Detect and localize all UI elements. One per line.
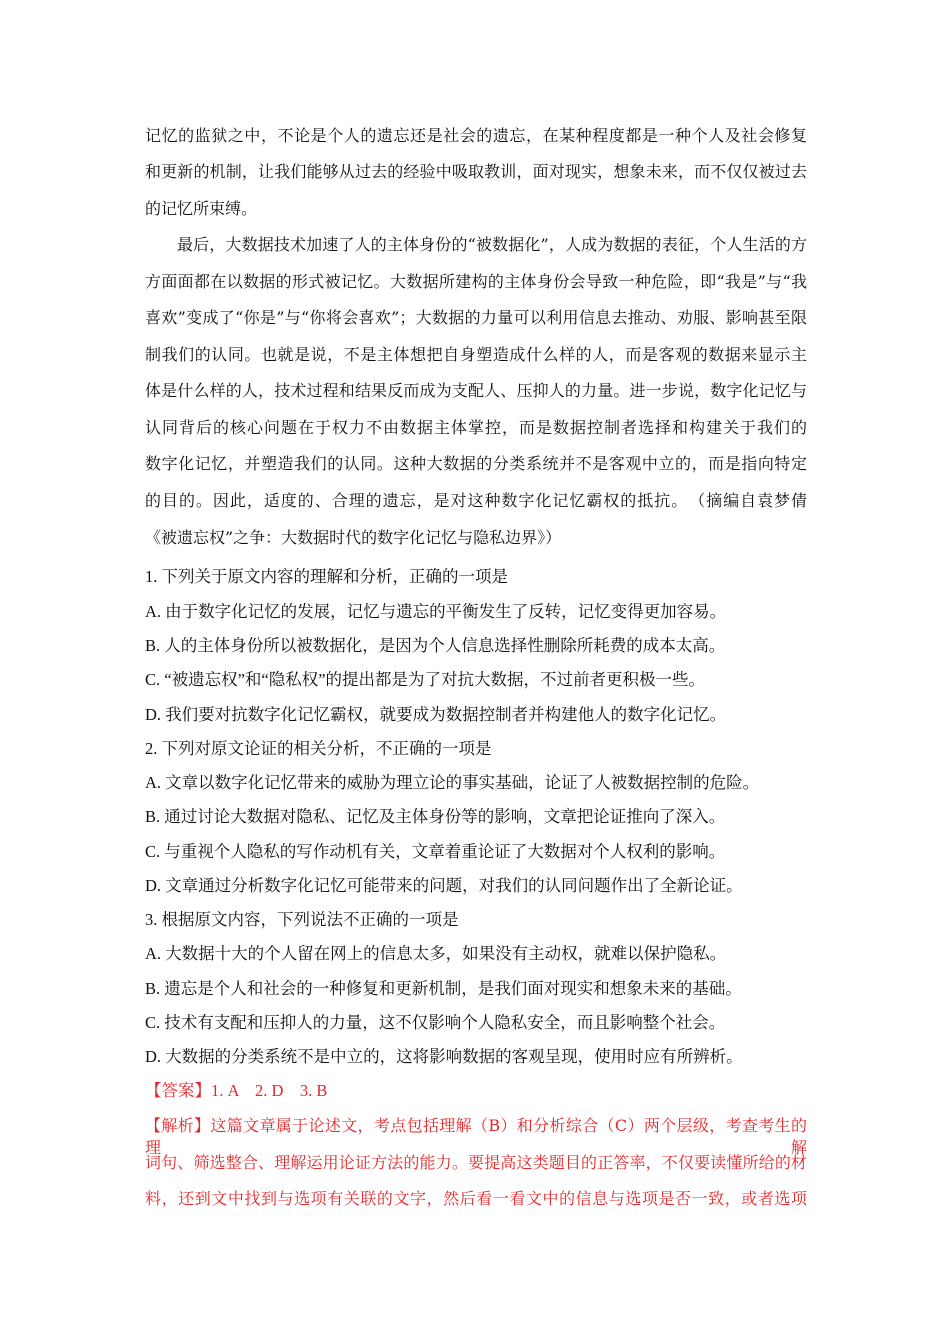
analysis-line: 料，还到文中找到与选项有关联的文字，然后看一看文中的信息与选项是否一致，或者选项: [145, 1189, 807, 1208]
question-stem: 3. 根据原文内容，下列说法不正确的一项是: [145, 910, 459, 929]
question-option: C. 与重视个人隐私的写作动机有关，文章着重论证了大数据对个人权利的影响。: [145, 842, 726, 861]
passage-source-line: 《被遗忘权”之争：大数据时代的数字化记忆与隐私边界》）: [145, 528, 562, 547]
passage-line: 体是什么样的人，技术过程和结果反而成为支配人、压抑人的力量。进一步说，数字化记忆与: [145, 381, 807, 400]
passage-line: 喜欢”变成了“你是”与“你将会喜欢”；大数据的力量可以利用信息去推动、劝服、影响甚至限: [145, 308, 807, 327]
analysis-label: 【解析】: [145, 1116, 211, 1135]
passage-line: 认同背后的核心问题在于权力不由数据主体掌控，而是数据控制者选择和构建关于我们的: [145, 418, 807, 437]
question-option: D. 文章通过分析数字化记忆可能带来的问题，对我们的认同问题作出了全新论证。: [145, 876, 743, 895]
passage-line: 最后，大数据技术加速了人的主体身份的“被数据化”，人成为数据的表征，个人生活的方: [177, 235, 807, 254]
question-option: A. 由于数字化记忆的发展，记忆与遗忘的平衡发生了反转，记忆变得更加容易。: [145, 602, 727, 621]
answer-label: 【答案】: [145, 1081, 211, 1100]
passage-line: 制我们的认同。也就是说，不是主体想把自身塑造成什么样的人，而是客观的数据来显示主: [145, 345, 807, 364]
question-option: B. 人的主体身份所以被数据化，是因为个人信息选择性删除所耗费的成本太高。: [145, 636, 726, 655]
passage-line: 和更新的机制，让我们能够从过去的经验中吸取教训，面对现实，想象未来，而不仅仅被过去: [145, 162, 807, 181]
passage-line: 的记忆所束缚。: [145, 199, 258, 218]
question-stem: 1. 下列关于原文内容的理解和分析，正确的一项是: [145, 567, 508, 586]
question-option: B. 遗忘是个人和社会的一种修复和更新机制，是我们面对现实和想象未来的基础。: [145, 979, 742, 998]
passage-line: 的目的。因此，适度的、合理的遗忘，是对这种数字化记忆霸权的抵抗。 （摘编自袁梦倩: [145, 491, 807, 510]
answer-text: 1. A 2. D 3. B: [211, 1081, 328, 1100]
question-option: D. 我们要对抗数字化记忆霸权，就要成为数据控制者并构建他人的数字化记忆。: [145, 705, 727, 724]
analysis-text: 这篇文章属于论述文，考点包括理解（B）和分析综合（C）两个层级，考查考生的理解: [145, 1116, 807, 1157]
question-stem: 2. 下列对原文论证的相关分析，不正确的一项是: [145, 739, 492, 758]
question-option: C. “被遗忘权”和“隐私权”的提出都是为了对抗大数据，不过前者更积极一些。: [145, 670, 706, 689]
analysis-line: 词句、筛选整合、理解运用论证方法的能力。要提高这类题目的正答率，不仅要读懂所给的材: [145, 1153, 807, 1172]
passage-line: 记忆的监狱之中，不论是个人的遗忘还是社会的遗忘，在某种程度都是一种个人及社会修复: [145, 126, 807, 145]
passage-line: 数字化记忆，并塑造我们的认同。这种大数据的分类系统并不是客观中立的，而是指向特定: [145, 454, 807, 473]
question-option: A. 文章以数字化记忆带来的威胁为理立论的事实基础，论证了人被数据控制的危险。: [145, 773, 760, 792]
question-option: B. 通过讨论大数据对隐私、记忆及主体身份等的影响，文章把论证推向了深入。: [145, 807, 726, 826]
question-option: C. 技术有支配和压抑人的力量，这不仅影响个人隐私安全，而且影响整个社会。: [145, 1013, 726, 1032]
passage-line: 方面面都在以数据的形式被记忆。大数据所建构的主体身份会导致一种危险，即“我是”与“我: [145, 272, 807, 291]
answer-line: [145, 1080, 327, 1102]
question-option: A. 大数据十大的个人留在网上的信息太多，如果没有主动权，就难以保护隐私。: [145, 944, 727, 963]
question-option: D. 大数据的分类系统不是中立的，这将影响数据的客观呈现，使用时应有所辨析。: [145, 1047, 743, 1066]
